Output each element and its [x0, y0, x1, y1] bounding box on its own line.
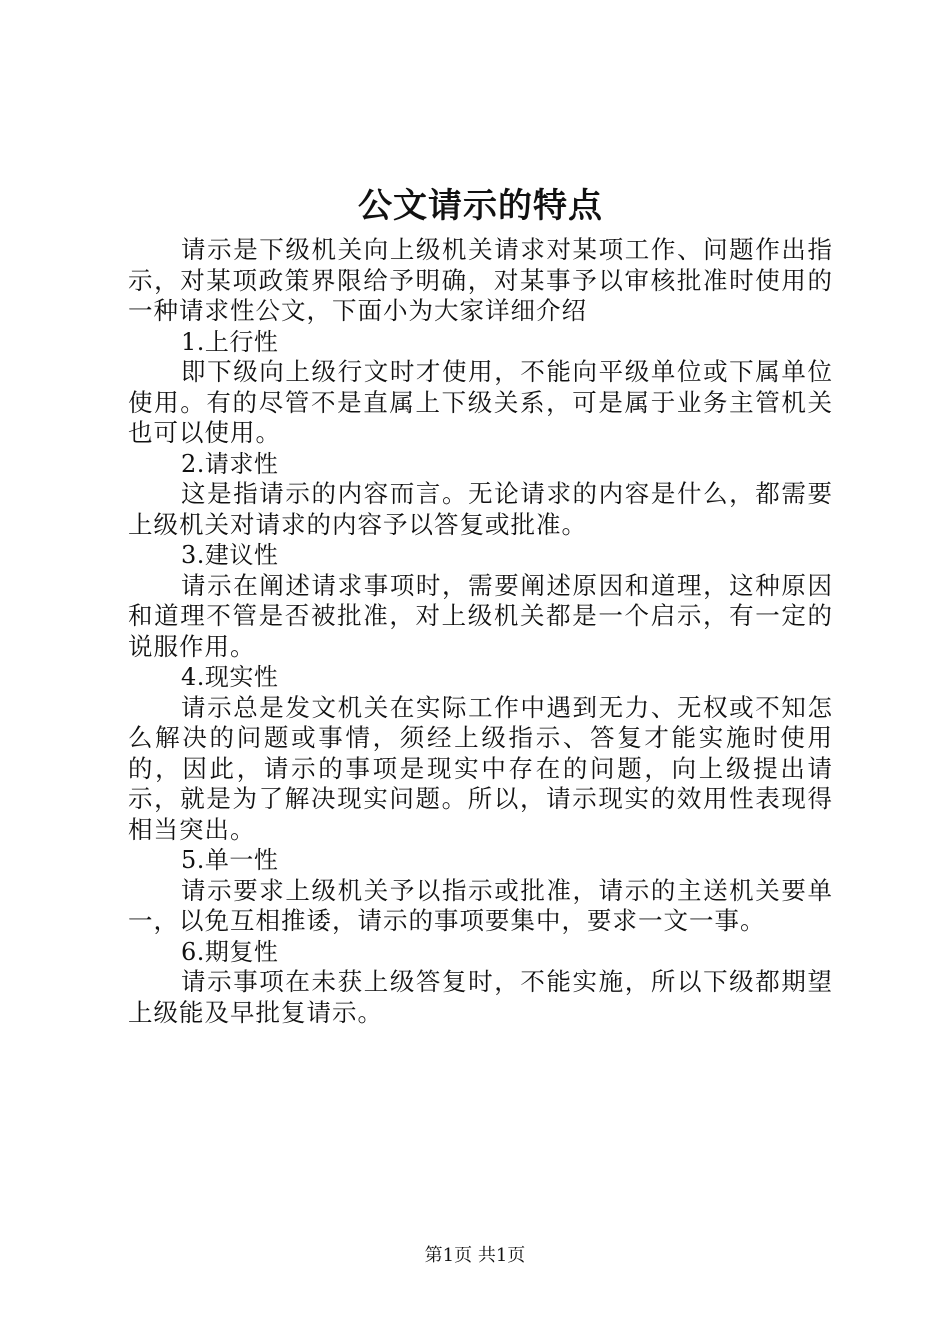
section-body-4: 请示总是发文机关在实际工作中遇到无力、无权或不知怎么解决的问题或事情，须经上级指示、答复才能实施时使用的，因此，请示的事项是现实中存在的问题，向上级提出请示，就是为了解决现实问题。所以，请示现实的效用性表现得相当突出。: [128, 692, 833, 844]
section-body-6: 请示事项在未获上级答复时，不能实施，所以下级都期望上级能及早批复请示。: [128, 967, 833, 1027]
section-heading-2: 2.请求性: [181, 449, 279, 478]
section-body-5: 请示要求上级机关予以指示或批准，请示的主送机关要单一，以免互相推诿，请示的事项要集中，要求一文一事。: [128, 875, 833, 935]
section-body-3: 请示在阐述请求事项时，需要阐述原因和道理，这种原因和道理不管是否被批准，对上级机关都是一个启示，有一定的说服作用。: [128, 570, 833, 661]
intro-paragraph: 请示是下级机关向上级机关请求对某项工作、问题作出指示，对某项政策界限给予明确，对某事予以审核批准时使用的一种请求性公文，下面小为大家详细介绍: [128, 235, 833, 325]
page-number-footer: 第1页 共1页: [424, 1245, 526, 1266]
section-heading-4: 4.现实性: [181, 663, 279, 691]
section-body-2: 这是指请示的内容而言。无论请求的内容是什么，都需要上级机关对请求的内容予以答复或批准。: [128, 479, 833, 539]
document-page: [128, 183, 833, 1028]
document-title: 公文请示的特点: [358, 186, 603, 226]
section-heading-5: 5.单一性: [181, 846, 279, 874]
section-body-1: 即下级向上级行文时才使用，不能向平级单位或下属单位使用。有的尽管不是直属上下级关系，可是属于业务主管机关也可以使用。: [128, 357, 833, 447]
section-heading-6: 6.期复性: [181, 937, 279, 966]
section-heading-3: 3.建议性: [181, 541, 279, 569]
section-heading-1: 1.上行性: [181, 327, 279, 356]
